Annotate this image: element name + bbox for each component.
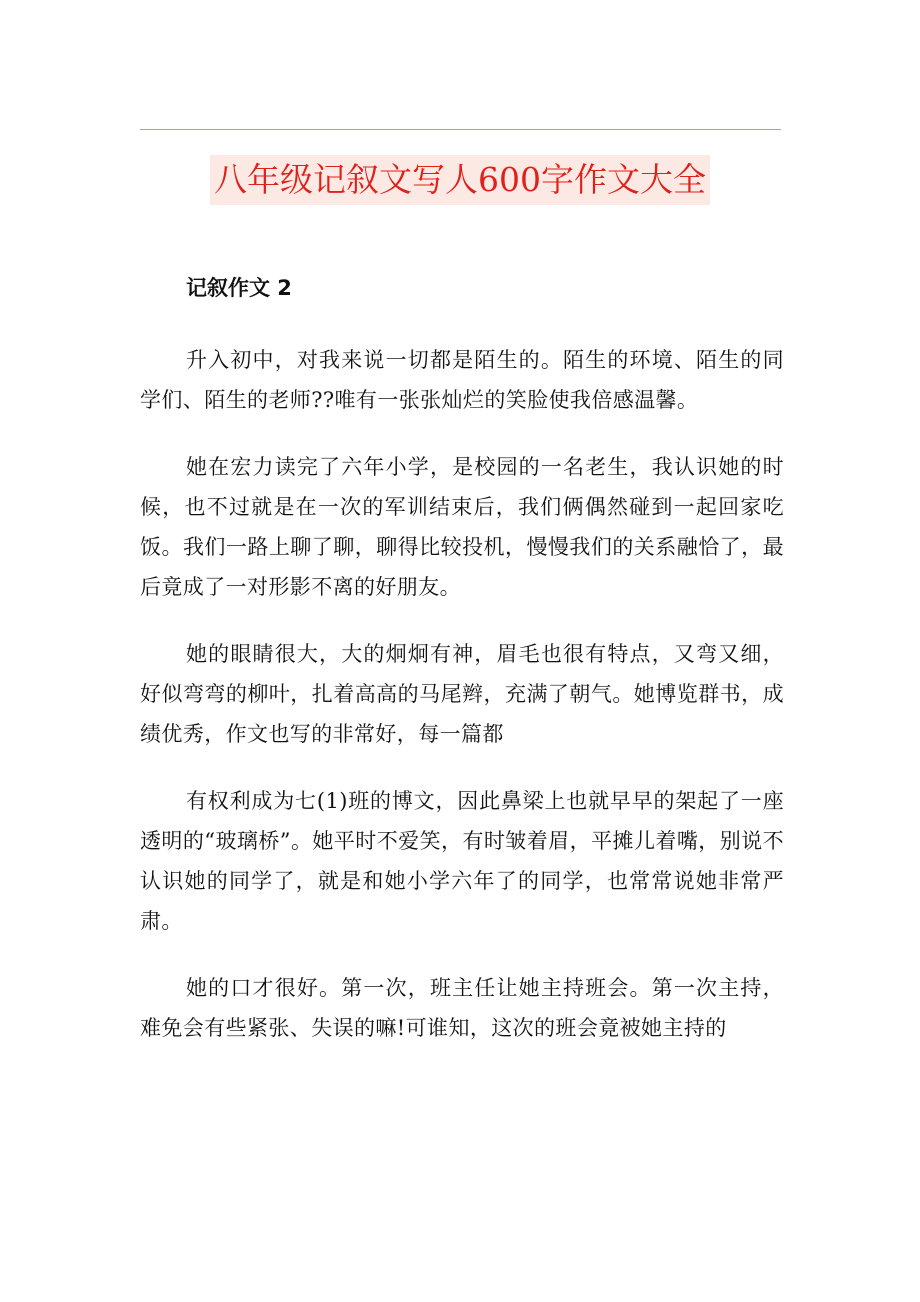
paragraph: 她在宏力读完了六年小学，是校园的一名老生，我认识她的时候，也不过就是在一次的军训结束后，我们俩偶然碰到一起回家吃饭。我们一路上聊了聊，聊得比较投机，慢慢我们的关系融恰了，最后竟成了一对形影不离的好朋友。 [140, 455, 784, 599]
paragraph: 她的眼睛很大，大的炯炯有神，眉毛也很有特点，又弯又细，好似弯弯的柳叶，扎着高高的马尾辫，充满了朝气。她博览群书，成绩优秀，作文也写的非常好，每一篇都 [140, 642, 784, 746]
title-container [0, 155, 920, 205]
header-rule [140, 129, 781, 130]
section-heading: 记叙作文 2 [186, 276, 292, 300]
paragraph: 有权利成为七(1)班的博文，因此鼻梁上也就早早的架起了一座透明的“玻璃桥”。她平时不爱笑，有时皱着眉，平摊儿着嘴，别说不认识她的同学了，就是和她小学六年了的同学，也常常说她非常严肃。 [140, 789, 784, 933]
paragraph: 她的口才很好。第一次，班主任让她主持班会。第一次主持，难免会有些紧张、失误的嘛!可谁知，这次的班会竟被她主持的 [140, 976, 784, 1040]
paragraph: 升入初中，对我来说一切都是陌生的。陌生的环境、陌生的同学们、陌生的老师??唯有一张张灿烂的笑脸使我倍感温馨。 [140, 348, 784, 412]
document-body [140, 268, 784, 1048]
document-title: 八年级记叙文写人600字作文大全 [210, 155, 710, 205]
